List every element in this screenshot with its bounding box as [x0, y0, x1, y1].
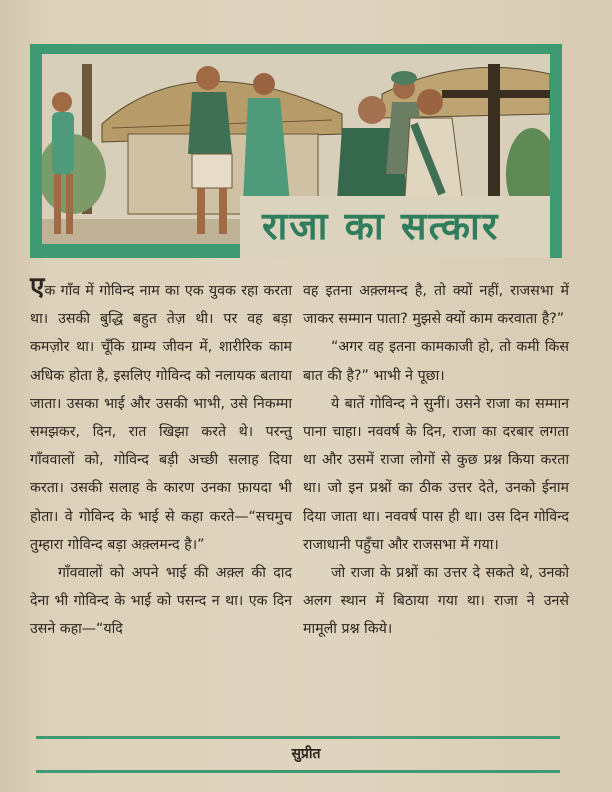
footer-rule-bottom	[36, 770, 560, 773]
paragraph: गाँववालों को अपने भाई की अक़्ल की दाद देना भी गोविन्द के भाई को पसन्द न था। एक दिन उसने कहा—“यदि	[30, 565, 292, 638]
paragraph: ये बातें गोविन्द ने सुनीं। उसने राजा का सम्मान पाना चाहा। नववर्ष के दिन, राजा का दरबार लगता था और उसमें राजा लोगों से कुछ प्रश्न किया करता था। जो इन प्रश्नों का ठीक उत्तर देते, उनको ईनाम दिया जाता था। नववर्ष पास ही था। उस दिन गोविन्द राजाधानी पहुँचा और राजसभा में गया।	[303, 395, 569, 553]
paragraph-text: क गाँव में गोविन्द नाम का एक युवक रहा करता था। उसकी बुद्धि बहुत तेज़ थी। पर वह बड़ा कमज़ोर था। चूँकि ग्राम्य जीवन में, शारीरिक काम अधिक होता है, इसलिए गोविन्द को नलायक बताया जाता। उसका भाई और उसकी भाभी, उसे निकम्मा समझकर, दिन, रात खिझा करते थे। परन्तु गाँववालों को, गोविन्द बड़ी अच्छी सलाह दिया करता। उसकी सलाह के कारण उनका फ़ायदा भी होता। वे गोविन्द के भाई से कहा करते—“सचमुच तुम्हारा गोविन्द बड़ा अक़्लमन्द है।”	[30, 283, 292, 553]
right-column	[303, 277, 569, 644]
footer-rule-top	[36, 736, 560, 739]
paragraph: जो राजा के प्रश्नों का उत्तर दे सकते थे, उनको अलग स्थान में बिठाया गया था। राजा ने उनसे मामूली प्रश्न किये।	[303, 565, 569, 638]
paragraph	[30, 272, 292, 559]
paragraph: “अगर वह इतना कामकाजी हो, तो कमी किस बात की है?” भाभी ने पूछा।	[303, 339, 569, 384]
story-title: राजा का सत्कार	[262, 203, 500, 248]
footer-magazine-name: सुप्रीत	[291, 746, 321, 762]
left-column	[30, 272, 292, 644]
paragraph: वह इतना अक़्लमन्द है, तो क्यों नहीं, राजसभा में जाकर सम्मान पाता? मुझसे क्यों काम करवाता है?”	[303, 283, 569, 328]
drop-cap: ए	[30, 272, 45, 302]
